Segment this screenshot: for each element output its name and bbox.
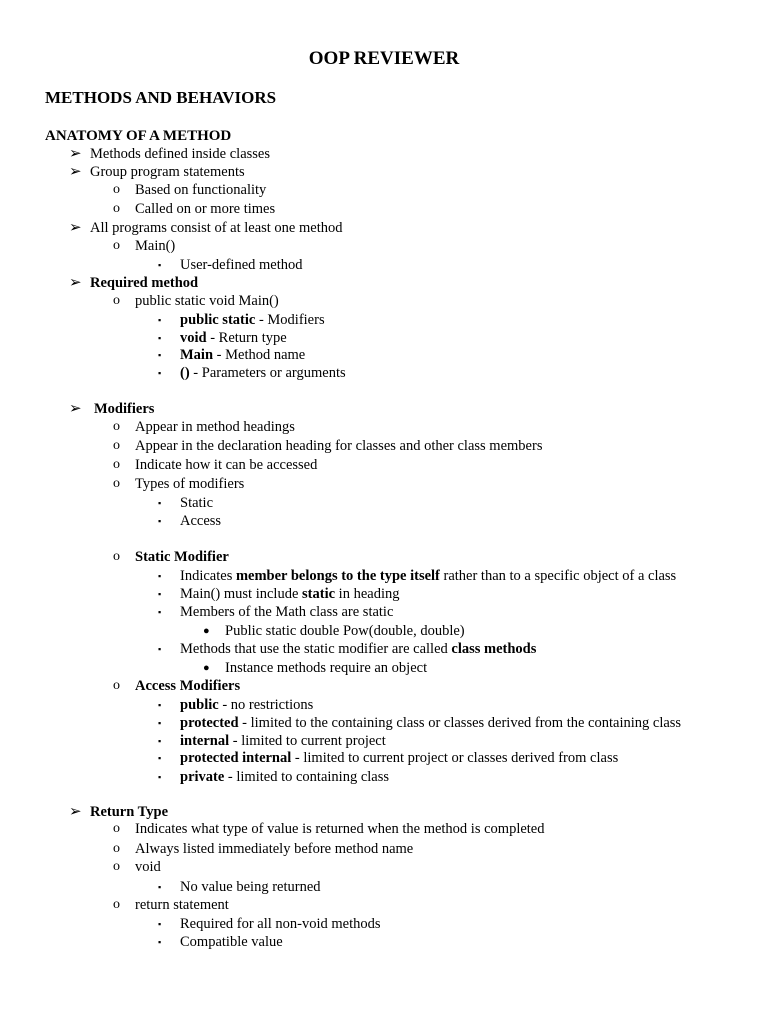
dot-bullet-icon: ●	[203, 625, 210, 637]
outline-item-text	[180, 714, 681, 732]
outline-item-text	[180, 696, 313, 714]
outline-item-text	[180, 933, 283, 951]
text-segment: return statement	[135, 897, 229, 913]
square-bullet-icon: ▪	[158, 350, 162, 360]
outline-item-text	[180, 732, 386, 750]
outline-item-text	[180, 567, 676, 585]
outline-item-text	[180, 512, 221, 530]
outline-item-text	[180, 364, 346, 382]
bold-term: static	[302, 586, 336, 602]
text-segment: in heading	[335, 586, 400, 602]
outline-item-text	[180, 603, 393, 621]
square-bullet-icon: ▪	[158, 736, 162, 746]
outline-item-text	[135, 237, 175, 255]
outline-item-text	[180, 640, 536, 658]
bold-term: public	[180, 697, 219, 713]
bold-term: private	[180, 769, 225, 785]
square-bullet-icon: ▪	[158, 571, 162, 581]
circle-bullet-icon: o	[113, 238, 120, 253]
arrow-bullet-icon: ➢	[69, 220, 82, 236]
circle-bullet-icon: o	[113, 678, 120, 693]
text-segment: Required for all non-void methods	[180, 916, 381, 932]
dot-bullet-icon: ●	[203, 662, 210, 674]
outline-item-text	[180, 878, 321, 896]
text-segment: Main() must include	[180, 586, 303, 602]
bold-term: internal	[180, 733, 230, 749]
arrow-bullet-icon: ➢	[69, 275, 82, 291]
text-segment: Compatible value	[180, 934, 283, 950]
circle-bullet-icon: o	[113, 897, 120, 912]
text-segment: - limited to current project	[229, 733, 386, 749]
text-segment: Static	[180, 495, 214, 511]
outline-item-text	[135, 181, 266, 199]
square-bullet-icon: ▪	[158, 516, 162, 526]
text-segment: Main()	[135, 238, 176, 254]
text-segment: Members of the Math class are static	[180, 604, 394, 620]
text-segment: - limited to current project or classes derived from class	[291, 750, 619, 766]
text-segment: Methods that use the static modifier are called	[180, 641, 452, 657]
square-bullet-icon: ▪	[158, 718, 162, 728]
text-segment: Public static double Pow(double, double)	[225, 623, 465, 639]
circle-bullet-icon: o	[113, 549, 120, 564]
square-bullet-icon: ▪	[158, 644, 162, 654]
bold-term: Modifiers	[94, 401, 155, 417]
outline-item-text	[90, 803, 168, 821]
bold-term: protected internal	[180, 750, 292, 766]
outline-item-text	[135, 456, 317, 474]
outline-item-text	[180, 768, 389, 786]
text-segment: Types of modifiers	[135, 476, 245, 492]
outline-item-text	[180, 311, 325, 329]
text-segment: Appear in method headings	[135, 419, 295, 435]
circle-bullet-icon: o	[113, 476, 120, 491]
bold-term: Required method	[90, 275, 199, 291]
outline-item-text	[180, 585, 399, 603]
text-segment: - Modifiers	[255, 312, 325, 328]
text-segment: Group program statements	[90, 164, 245, 180]
square-bullet-icon: ▪	[158, 919, 162, 929]
outline-item-text	[135, 437, 542, 455]
text-segment: Appear in the declaration heading for classes and other class members	[135, 438, 543, 454]
text-segment: rather than to a specific object of a class	[439, 568, 677, 584]
outline-item-text	[90, 145, 270, 163]
outline-item-text	[94, 400, 154, 418]
square-bullet-icon: ▪	[158, 589, 162, 599]
text-segment: Methods defined inside classes	[90, 146, 271, 162]
outline-item-text	[90, 274, 198, 292]
circle-bullet-icon: o	[113, 201, 120, 216]
text-segment: - Parameters or arguments	[189, 365, 346, 381]
square-bullet-icon: ▪	[158, 753, 162, 763]
outline-item-text	[135, 292, 279, 310]
circle-bullet-icon: o	[113, 841, 120, 856]
outline-item-text	[225, 622, 465, 640]
text-segment: void	[135, 859, 161, 875]
outline-item-text	[135, 418, 295, 436]
square-bullet-icon: ▪	[158, 260, 162, 270]
text-segment: public static void Main()	[135, 293, 279, 309]
text-segment: - Return type	[206, 330, 287, 346]
outline-item-text	[135, 677, 240, 695]
arrow-bullet-icon: ➢	[69, 804, 82, 820]
outline-item-text	[135, 896, 229, 914]
text-segment: All programs consist of at least one method	[90, 220, 343, 236]
section-heading: METHODS AND BEHAVIORS	[45, 88, 277, 107]
square-bullet-icon: ▪	[158, 315, 162, 325]
circle-bullet-icon: o	[113, 859, 120, 874]
text-segment: - Method name	[213, 347, 306, 363]
circle-bullet-icon: o	[113, 293, 120, 308]
text-segment: - no restrictions	[218, 697, 314, 713]
outline-item-text	[225, 659, 427, 677]
bold-term: void	[180, 330, 207, 346]
bold-term: Access Modifiers	[135, 678, 241, 694]
document-title: OOP REVIEWER	[308, 48, 460, 69]
subsection-heading: ANATOMY OF A METHOD	[45, 128, 232, 144]
outline-item-text	[135, 858, 161, 876]
bold-term: Return Type	[90, 804, 169, 820]
outline-item-text	[180, 256, 303, 274]
outline-item-text	[135, 475, 244, 493]
text-segment: Called on or more times	[135, 201, 276, 217]
outline-item-text	[135, 840, 413, 858]
text-segment: No value being returned	[180, 879, 321, 895]
outline-item-text	[180, 329, 287, 347]
square-bullet-icon: ▪	[158, 607, 162, 617]
outline-item-text	[180, 346, 305, 364]
outline-item-text	[90, 219, 343, 237]
text-segment: - limited to the containing class or classes derived from the containing class	[238, 715, 682, 731]
text-segment: Based on functionality	[135, 182, 267, 198]
square-bullet-icon: ▪	[158, 368, 162, 378]
bold-term: public static	[180, 312, 256, 328]
outline-item-text	[135, 200, 275, 218]
bold-term: class methods	[451, 641, 537, 657]
text-segment: Instance methods require an object	[225, 660, 428, 676]
text-segment: Indicates what type of value is returned when the method is completed	[135, 821, 545, 837]
outline-item-text	[135, 548, 229, 566]
outline-item-text	[180, 749, 618, 767]
circle-bullet-icon: o	[113, 419, 120, 434]
square-bullet-icon: ▪	[158, 772, 162, 782]
bold-term: ()	[180, 365, 190, 381]
outline-item-text	[135, 820, 545, 838]
square-bullet-icon: ▪	[158, 937, 162, 947]
circle-bullet-icon: o	[113, 182, 120, 197]
text-segment: Access	[180, 513, 222, 529]
bold-term: Static Modifier	[135, 549, 229, 565]
circle-bullet-icon: o	[113, 821, 120, 836]
square-bullet-icon: ▪	[158, 333, 162, 343]
text-segment: Always listed immediately before method name	[135, 841, 414, 857]
square-bullet-icon: ▪	[158, 882, 162, 892]
square-bullet-icon: ▪	[158, 498, 162, 508]
text-segment: - limited to containing class	[224, 769, 390, 785]
bold-term: member belongs to the type itself	[235, 568, 440, 584]
arrow-bullet-icon: ➢	[69, 164, 82, 180]
outline-item-text	[180, 494, 213, 512]
arrow-bullet-icon: ➢	[69, 401, 82, 417]
bold-term: protected	[180, 715, 239, 731]
square-bullet-icon: ▪	[158, 700, 162, 710]
text-segment: Indicate how it can be accessed	[135, 457, 318, 473]
circle-bullet-icon: o	[113, 438, 120, 453]
outline-item-text	[90, 163, 245, 181]
arrow-bullet-icon: ➢	[69, 146, 82, 162]
text-segment: User-defined method	[180, 257, 303, 273]
bold-term: Main	[180, 347, 214, 363]
text-segment: Indicates	[180, 568, 236, 584]
outline-item-text	[180, 915, 381, 933]
circle-bullet-icon: o	[113, 457, 120, 472]
